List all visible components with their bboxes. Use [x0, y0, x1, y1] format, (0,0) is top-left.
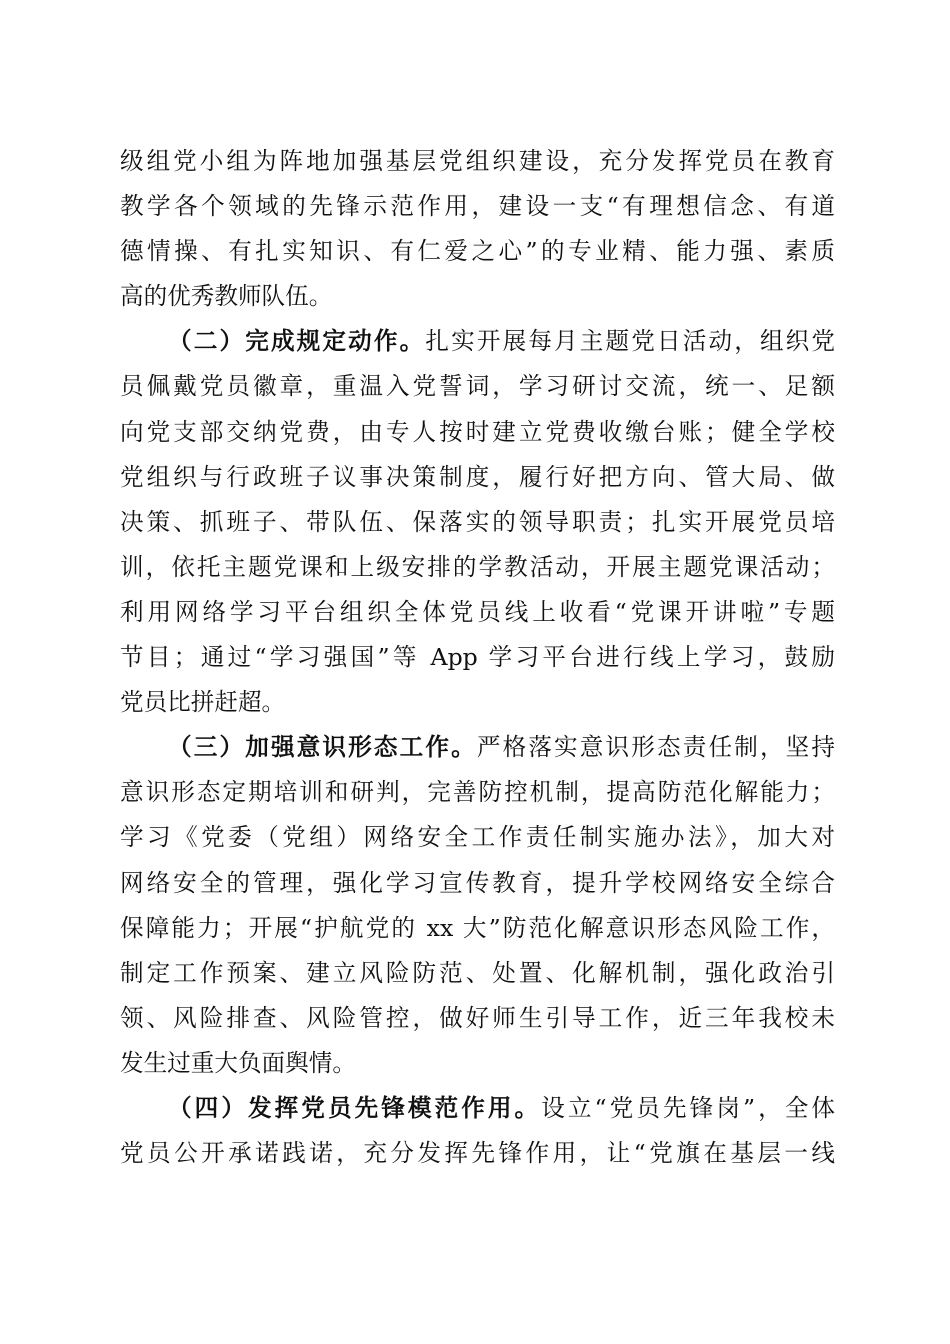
- paragraph-line: 党员公开承诺践诺，充分发挥先锋作用，让“党旗在基层一线: [120, 1139, 835, 1168]
- paragraph-line: 员佩戴党员徽章，重温入党誓词，学习研讨交流，统一、足额: [120, 372, 835, 401]
- paragraph-line: 德情操、有扎实知识、有仁爱之心”的专业精、能力强、素质: [120, 237, 835, 266]
- paragraph-line: 意识形态定期培训和研判，完善防控机制，提高防范化解能力；: [120, 778, 835, 807]
- paragraph-line: 发生过重大负面舆情。: [120, 1048, 356, 1077]
- paragraph-line: 网络安全的管理，强化学习宣传教育，提升学校网络安全综合: [120, 868, 835, 897]
- paragraph-line: 保障能力；开展“护航党的 xx 大”防范化解意识形态风险工作，: [120, 913, 835, 942]
- paragraph-2: [120, 319, 835, 725]
- paragraph-text: 严格落实意识形态责任制，坚持: [476, 733, 836, 762]
- paragraph-line: 党员比拼赶超。: [120, 688, 286, 717]
- paragraph-3: [120, 725, 835, 1086]
- section-heading: （三）加强意识形态工作。: [168, 733, 477, 762]
- paragraph-first-line: [120, 1086, 835, 1131]
- paragraph-line: 领、风险排查、风险管控，做好师生引导工作，近三年我校未: [120, 1003, 835, 1032]
- paragraph-line: 学习《党委（党组）网络安全工作责任制实施办法》，加大对: [120, 823, 835, 852]
- paragraph-line: 节目；通过“学习强国”等 App 学习平台进行线上学习，鼓励: [120, 643, 835, 672]
- paragraph-line: 决策、抓班子、带队伍、保落实的领导职责；扎实开展党员培: [120, 507, 835, 536]
- section-heading: （四）发挥党员先锋模范作用。: [168, 1093, 542, 1122]
- paragraph-1: [120, 139, 835, 319]
- paragraph-first-line: [120, 319, 835, 364]
- paragraph-line: 高的优秀教师队伍。: [120, 282, 333, 311]
- paragraph-line: 向党支部交纳党费，由专人按时建立党费收缴台账；健全学校: [120, 417, 835, 446]
- paragraph-line: 利用网络学习平台组织全体党员线上收看“党课开讲啦”专题: [120, 597, 835, 626]
- paragraph-text: 扎实开展每月主题党日活动，组织党: [425, 327, 836, 356]
- paragraph-first-line: [120, 725, 835, 770]
- paragraph-line: 制定工作预案、建立风险防范、处置、化解机制，强化政治引: [120, 958, 835, 987]
- document-body: [120, 139, 835, 1176]
- paragraph-line: 训，依托主题党课和上级安排的学教活动，开展主题党课活动；: [120, 552, 835, 581]
- paragraph-4: [120, 1086, 835, 1176]
- paragraph-line: 级组党小组为阵地加强基层党组织建设，充分发挥党员在教育: [120, 147, 835, 175]
- paragraph-line: 党组织与行政班子议事决策制度，履行好把方向、管大局、做: [120, 462, 835, 491]
- section-heading: （二）完成规定动作。: [168, 327, 426, 356]
- paragraph-line: 教学各个领域的先锋示范作用，建设一支“有理想信念、有道: [120, 192, 835, 221]
- paragraph-text: 设立“党员先锋岗”，全体: [541, 1093, 836, 1122]
